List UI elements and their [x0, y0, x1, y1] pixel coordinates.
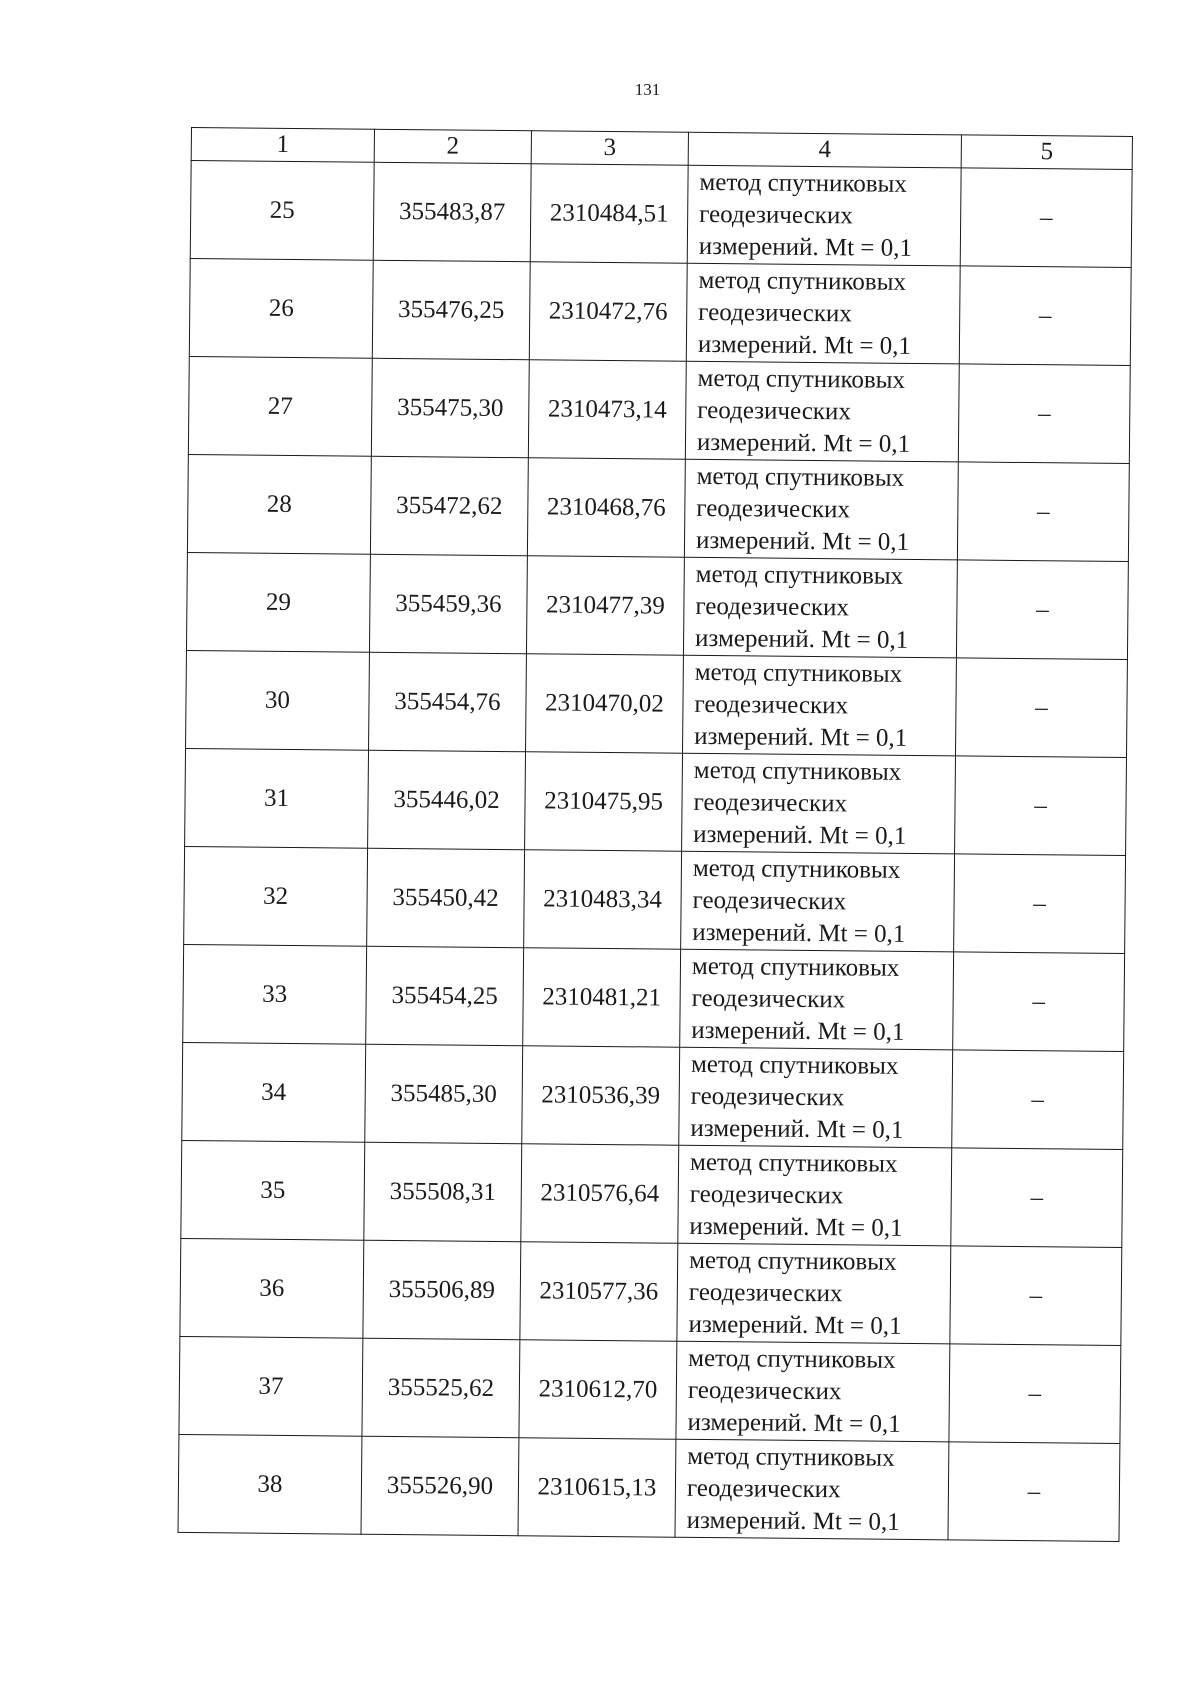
- table-body: [178, 161, 1132, 1542]
- table-row: [179, 1336, 1121, 1443]
- note-cell: –: [960, 168, 1132, 268]
- method-cell: [676, 1341, 950, 1442]
- note-cell: –: [949, 1344, 1121, 1444]
- header-col-4: 4: [688, 132, 961, 168]
- point-number-cell: 25: [190, 161, 374, 261]
- method-text-line: измерений. Mt = 0,1: [696, 428, 911, 458]
- table-row: [180, 1238, 1122, 1345]
- method-text-line: метод спутниковых: [698, 266, 907, 296]
- point-number-cell: 32: [184, 846, 368, 946]
- method-text-line: геодезических: [696, 494, 851, 523]
- method-text-line: геодезических: [691, 984, 846, 1013]
- table-row: [187, 454, 1129, 561]
- method-cell: [686, 263, 960, 364]
- method-text-line: измерений. Mt = 0,1: [689, 1212, 903, 1242]
- note-cell: –: [957, 462, 1129, 562]
- point-number-cell: 35: [181, 1140, 365, 1240]
- method-text-line: геодезических: [688, 1278, 843, 1307]
- method-text-line: измерений. Mt = 0,1: [691, 1016, 905, 1046]
- y-coordinate-cell: 2310483,34: [524, 850, 682, 950]
- point-number-cell: 37: [179, 1336, 363, 1436]
- note-cell: –: [954, 854, 1126, 954]
- x-coordinate-cell: 355450,42: [367, 848, 525, 948]
- method-cell: [682, 753, 956, 854]
- method-text-line: метод спутниковых: [697, 364, 906, 394]
- table-row: [186, 552, 1128, 659]
- x-coordinate-cell: 355446,02: [368, 750, 526, 850]
- y-coordinate-cell: 2310468,76: [527, 458, 685, 558]
- table-row: [188, 356, 1130, 463]
- method-cell: [678, 1145, 952, 1246]
- table-row: [178, 1434, 1120, 1541]
- note-cell: –: [953, 952, 1125, 1052]
- method-text-line: измерений. Mt = 0,1: [694, 722, 908, 752]
- point-number-cell: 29: [186, 552, 370, 652]
- point-number-cell: 38: [178, 1434, 362, 1534]
- note-cell: –: [959, 266, 1131, 366]
- table-row: [186, 650, 1128, 757]
- y-coordinate-cell: 2310475,95: [525, 752, 683, 852]
- x-coordinate-cell: 355508,31: [364, 1142, 522, 1242]
- method-text-line: геодезических: [693, 788, 848, 817]
- method-text-line: геодезических: [698, 298, 852, 327]
- point-number-cell: 30: [186, 650, 370, 750]
- method-text-line: измерений. Mt = 0,1: [694, 624, 909, 654]
- header-col-5: 5: [961, 135, 1132, 170]
- method-text-line: измерений. Mt = 0,1: [692, 918, 906, 948]
- x-coordinate-cell: 355483,87: [373, 162, 531, 262]
- y-coordinate-cell: 2310577,36: [520, 1242, 678, 1342]
- method-cell: [675, 1439, 949, 1540]
- x-coordinate-cell: 355459,36: [369, 554, 527, 654]
- method-text-line: геодезических: [695, 592, 850, 621]
- page-number: 131: [634, 80, 661, 99]
- point-number-cell: 36: [180, 1238, 364, 1338]
- method-cell: [679, 1047, 953, 1148]
- y-coordinate-cell: 2310615,13: [518, 1438, 676, 1538]
- note-cell: –: [956, 560, 1128, 660]
- y-coordinate-cell: 2310484,51: [530, 164, 688, 264]
- x-coordinate-cell: 355526,90: [361, 1436, 519, 1536]
- method-text-line: измерений. Mt = 0,1: [698, 232, 913, 262]
- y-coordinate-cell: 2310576,64: [521, 1144, 679, 1244]
- method-text-line: геодезических: [697, 396, 852, 425]
- x-coordinate-cell: 355475,30: [371, 358, 529, 458]
- method-text-line: измерений. Mt = 0,1: [693, 820, 907, 850]
- y-coordinate-cell: 2310536,39: [522, 1046, 680, 1146]
- y-coordinate-cell: 2310477,39: [526, 556, 684, 656]
- method-text-line: геодезических: [689, 1180, 844, 1209]
- table-row: [184, 846, 1126, 953]
- header-col-1: 1: [191, 128, 374, 163]
- table-row: [190, 161, 1132, 268]
- method-text-line: измерений. Mt = 0,1: [686, 1506, 900, 1536]
- x-coordinate-cell: 355525,62: [362, 1338, 520, 1438]
- x-coordinate-cell: 355485,30: [365, 1044, 523, 1144]
- y-coordinate-cell: 2310472,76: [529, 262, 687, 362]
- x-coordinate-cell: 355454,76: [369, 652, 527, 752]
- method-text-line: метод спутниковых: [692, 854, 901, 884]
- method-cell: [680, 949, 954, 1050]
- method-text-line: геодезических: [699, 200, 853, 229]
- note-cell: –: [958, 364, 1130, 464]
- x-coordinate-cell: 355472,62: [370, 456, 528, 556]
- note-cell: –: [955, 658, 1127, 758]
- point-number-cell: 33: [183, 944, 367, 1044]
- point-number-cell: 31: [185, 748, 369, 848]
- point-number-cell: 26: [189, 258, 373, 358]
- method-cell: [677, 1243, 951, 1344]
- method-text-line: метод спутниковых: [693, 756, 902, 786]
- table-row: [185, 748, 1127, 855]
- method-cell: [687, 165, 961, 266]
- x-coordinate-cell: 355506,89: [363, 1240, 521, 1340]
- header-col-2: 2: [374, 129, 531, 164]
- method-cell: [683, 655, 957, 756]
- table-row: [181, 1140, 1123, 1247]
- x-coordinate-cell: 355454,25: [366, 946, 524, 1046]
- table-row: [183, 944, 1125, 1051]
- method-text-line: метод спутниковых: [695, 560, 904, 590]
- coordinates-table: [178, 127, 1133, 1542]
- method-text-line: геодезических: [686, 1474, 841, 1503]
- method-text-line: геодезических: [694, 690, 849, 719]
- method-text-line: измерений. Mt = 0,1: [697, 330, 912, 360]
- method-text-line: метод спутниковых: [690, 1050, 899, 1080]
- note-cell: –: [950, 1246, 1122, 1346]
- point-number-cell: 27: [188, 356, 372, 456]
- method-text-line: метод спутниковых: [688, 1344, 896, 1374]
- method-text-line: метод спутниковых: [699, 168, 908, 198]
- method-text-line: измерений. Mt = 0,1: [690, 1114, 904, 1144]
- y-coordinate-cell: 2310470,02: [526, 654, 684, 754]
- y-coordinate-cell: 2310481,21: [523, 948, 681, 1048]
- method-text-line: геодезических: [687, 1376, 842, 1405]
- method-text-line: измерений. Mt = 0,1: [688, 1310, 902, 1340]
- note-cell: –: [952, 1050, 1124, 1150]
- method-text-line: метод спутниковых: [689, 1148, 898, 1178]
- table-row: [182, 1042, 1124, 1149]
- x-coordinate-cell: 355476,25: [372, 260, 530, 360]
- method-text-line: геодезических: [692, 886, 847, 915]
- point-number-cell: 34: [182, 1042, 366, 1142]
- method-text-line: измерений. Mt = 0,1: [695, 526, 910, 556]
- method-text-line: метод спутниковых: [689, 1246, 897, 1276]
- method-cell: [684, 459, 958, 560]
- table-row: [189, 258, 1131, 365]
- method-cell: [683, 557, 957, 658]
- method-cell: [681, 851, 955, 952]
- y-coordinate-cell: 2310473,14: [528, 360, 686, 460]
- note-cell: –: [951, 1148, 1123, 1248]
- method-text-line: метод спутниковых: [691, 952, 900, 982]
- method-text-line: метод спутниковых: [687, 1442, 895, 1472]
- method-text-line: метод спутниковых: [694, 658, 903, 688]
- method-text-line: метод спутниковых: [696, 462, 905, 492]
- y-coordinate-cell: 2310612,70: [519, 1340, 677, 1440]
- point-number-cell: 28: [187, 454, 371, 554]
- header-col-3: 3: [531, 131, 688, 166]
- note-cell: –: [948, 1442, 1120, 1542]
- method-cell: [685, 361, 959, 462]
- method-text-line: измерений. Mt = 0,1: [687, 1408, 901, 1438]
- method-text-line: геодезических: [690, 1082, 845, 1111]
- note-cell: –: [955, 756, 1127, 856]
